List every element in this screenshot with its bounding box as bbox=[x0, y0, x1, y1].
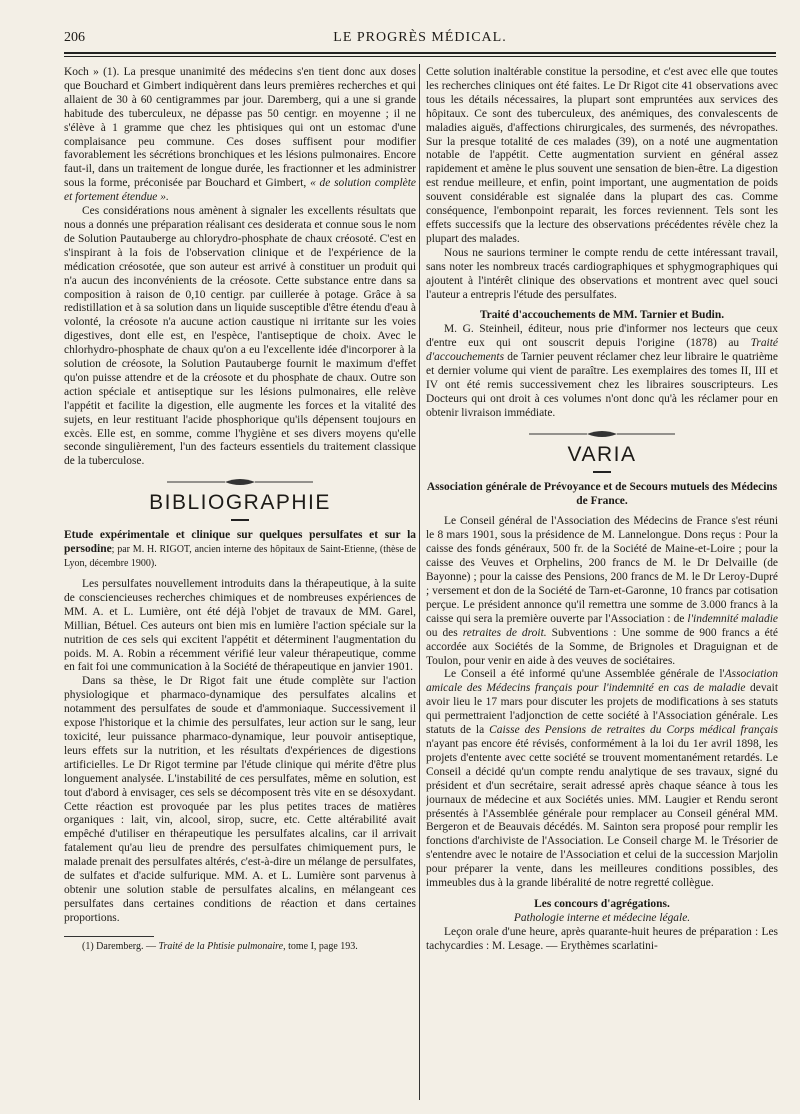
left-column bbox=[64, 66, 416, 1106]
ornament-divider-icon bbox=[527, 429, 677, 439]
concours-heading: Les concours d'agrégations. bbox=[534, 897, 670, 910]
paragraph: Dans sa thèse, le Dr Rigot fait une étude complète sur l'action physiologique et pharmaco-dynamique des persulfates alcalins et notamment des persulfates de soude et d'ammoniaque. Successivement il expose l'historique et la chimie des persulfates, leur action sur le sang, leur toxicité, leur puissance pharmaco-dynamique, leur pouvoir antiseptique, leurs effets sur la nutrition, et les résultats d'expériences de digestions artificielles. Le Dr Rigot termine par l'étude clinique qui mérite d'être plus longuement analysée. L'instabilité de ces persulfates, même en solution, est tout d'abord à envisager, ces sels se décomposent très vite en se désoxydant. Cette réaction est provoquée par les plus petites traces de matières organiques : lait, vin, alcool, sirop, sucre, etc. Cette altérabilité avait empêché d'utiliser en thérapeutique les persulfates alcalins, car il arrivait fatalement qu'au lieu de prendre des persulfates chimiquement purs, le malade prenait des persulfates altérés, c'est-à-dire un mélange de persulfates, de sulfates et d'acide sulfurique. MM. A. et L. Lumière sont parvenus à obtenir une solution stable de persulfates alcalins, en mélangeant ces persulfates dans certaines conditions de réaction et dans certaines proportions. bbox=[64, 675, 416, 924]
footnote: (1) Daremberg. — Traité de la Phtisie pulmonaire, tome I, page 193. bbox=[82, 940, 358, 952]
biblio-heading: Etude expérimentale et clinique sur quelques persulfates et sur la persodine bbox=[64, 529, 416, 556]
journal-title: LE PROGRÈS MÉDICAL. bbox=[333, 30, 507, 45]
right-column bbox=[426, 66, 778, 1106]
paragraph: Cette solution inaltérable constitue la persodine, et c'est avec elle que toutes les recherches cliniques ont été faites. Le Dr Rigot cite 41 observations avec tous les détails nécessaires, la plupart sont empruntées aux services des hôpitaux. Ce sont des tuberculeux, des anémiques, des convalescents de maladies aiguës, d'affections chirurgicales, des surmenés, des névropathes. Sur la presque totalité de ces malades (39), on a noté une augmentation notable de l'appétit. Cette augmentation survient en général assez rapidement et amène le plus souvent une sensation de bien-être. La digestion est rendue meilleure, et enfin, point important, une augmentation de poids souvent considérable est signalée dans la plupart des cas. Comme conséquence, l'embonpoint reparait, les forces reviennent. Tels sont les effets successifs que la lecture des observations précédentes révèle chez la plupart des malades. bbox=[426, 66, 778, 245]
paragraph: Leçon orale d'une heure, après quarante-huit heures de préparation : Les tachycardies : M. Lesage. — Erythèmes scarlatini- bbox=[426, 925, 778, 952]
italic-quote: « de solution complète et fortement étendue ». bbox=[64, 177, 416, 204]
header-rule-thin bbox=[64, 56, 776, 57]
section-dash bbox=[593, 471, 611, 473]
association-heading: Association générale de Prévoyance et de Secours mutuels des Médecins de France. bbox=[426, 480, 778, 507]
paragraph: Koch » (1). La presque unanimité des médecins s'en tient donc aux doses que Bouchard et Gimbert indiquèrent dans leurs premières recherches et qui allaient de 30 à 60 centigrammes par jour. Daremberg, qui a une si grande habitude des tuberculeux, ne dépasse pas 50 centigr. en moyenne ; il ne s'élève à 1 gramme que chez les phtisiques qui ont un estomac d'une complaisance peu commune. Ces doses suffisent pour modifier favorablement les sécrétions bronchiques et les lésions pulmonaires. Encore faut-il, dans un traitement de longue durée, les fractionner et les administrer sous la forme, préconisée par Bouchard et Gimbert, « de solution complète et fortement étendue ». bbox=[64, 66, 416, 204]
section-dash bbox=[231, 519, 249, 521]
paragraph: Ces considérations nous amènent à signaler les excellents résultats que nous a donnés une préparation réalisant ces desiderata et connue sous le nom de Solution Pautauberge au chlorydro-phosphate de chaux créosoté. C'est en s'inspirant à la fois de l'observation clinique et de l'expérience de la médication créosotée, que son auteur est arrivé à constituer un produit qui n'a aucun des inconvénients de la créosote. Cette substance entre dans sa composition à raison de 0,10 centigr. par cuillerée à potage. Grâce à sa redistillation et à sa solution dans un liquide susceptible d'être étendu d'eau à volonté, la créosote n'a aucune action caustique ni irritante sur les voies digestives, dont elle est, en l'espèce, l'antiseptique de choix. Avec le chlorhydro-phosphate de chaux qu'on a eu l'excellente idée d'incorporer à la solution de créosote, la Solution Pautauberge fournit le maximum d'effet qu'on puisse attendre et de la créosote et du phosphate de chaux. Outre son action spéciale et antiseptique sur les lésions pulmonaires, elle relève l'appétit et facilite la digestion, elle augmente les forces et la vitalité des sujets, en leur restituant l'acide phosphorique qu'ils dépensent toujours en excès. Elle est, en somme, comme l'hygiène et ses divers moyens qu'elle seconde singulièrement, l'un des facteurs essentiels du traitement classique de la tuberculose. bbox=[64, 205, 416, 468]
ornament-divider-icon bbox=[165, 477, 315, 487]
section-title-varia: VARIA bbox=[567, 442, 637, 466]
header-rule-thick bbox=[64, 52, 776, 54]
paragraph: Le Conseil a été informé qu'une Assemblée générale de l'Association amicale des Médecins français pour l'indemnité en cas de maladie devait avoir lieu le 17 mars pour discuter les projets de modifications à ses statuts qui permettraient l'adjonction de cette société à l'Association générale. Les statuts de la Caisse des Pensions de retraites du Corps médical français n'ayant pas encore été révisés, conformément à la loi du 1er avril 1898, les projets d'entente avec cette société se trouvent momentanément retardés. Le Conseil a décidé qu'un compte rendu analytique de ses travaux, signé du président et d'un secrétaire, serait adressé après chaque séance à tous les journaux de médecine et aux Sociétés unies. MM. Laugier et Rendu seront présentés à l'Assemblée générale pour remplacer au Conseil général MM. Bergeron et de Beauvais décédés. M. Sainton sera proposé pour remplir les fonctions d'archiviste de l'Association. Le Conseil charge M. le Trésorier de s'entendre avec le notaire de l'Association et celui de la succession Marjolin pour préparer la vente, dans les meilleures conditions possibles, des immeubles dus à la grande libéralité de notre regretté collègue. bbox=[426, 668, 778, 890]
paragraph: Le Conseil général de l'Association des Médecins de France s'est réuni le 8 mars 1901, sous la présidence de M. Lannelongue. Dons reçus : Pour la caisse des fonds généraux, 500 fr. de la Société de Maine-et-Loire ; pour la caisse des Veuves et Orphelins, 200 francs de M. le Dr Delvaille (de Bayonne) ; pour la caisse des Pensions, 200 francs de M. le Dr Leroy-Dupré ; versement et don de la Société de Tarn-et-Garonne, 10 francs par cotisation perçue. Le président annonce qu'il remettra une somme de 3.000 francs à la caisse qui sera la première ouverte par l'Association : de l'indemnité maladie ou des retraites de droit. Subventions : Une somme de 900 francs a été accordée aux Sociétés de la Somme, de Brignoles et Draguignan et de Toulon, pour venir en aide à des veuves de sociétaires. bbox=[426, 515, 778, 667]
paragraph: Les persulfates nouvellement introduits dans la thérapeutique, à la suite de consciencieuses recherches chimiques et de nombreuses expériences de MM. A. et L. Lumière, ont été déjà l'objet de travaux de MM. Garel, Millian, Bétuel. Ces auteurs ont bien mis en lumière l'action spéciale sur la nutrition de ces sels qui excitent l'appétit et déterminent l'augmentation du poids. M. A. Robin a récemment vérifié leur valeur thérapeutique, comme en fait foi une communication à la Société de thérapeutique en janvier 1901. bbox=[64, 578, 416, 674]
page-number: 206 bbox=[64, 30, 85, 45]
biblio-entry bbox=[64, 529, 416, 571]
paragraph: M. G. Steinheil, éditeur, nous prie d'informer nos lecteurs que ceux d'entre eux qui ont souscrit depuis l'origine (1878) au Traité d'accouchements de Tarnier peuvent réclamer chez leur libraire le quatrième et dernier volume qui vient de paraître. Les exemplaires des tomes II, III et IV ont été remis successivement chez les libraires souscripteurs. Les Docteurs qui ont droit à ces volumes n'ont donc qu'à les réclamer pour en obtenir livraison immédiate. bbox=[426, 323, 778, 419]
section-title-bibliographie: BIBLIOGRAPHIE bbox=[149, 491, 331, 515]
treatise-heading: Traité d'accouchements de MM. Tarnier et Budin. bbox=[479, 309, 725, 322]
column-divider bbox=[419, 64, 420, 1100]
footnote-rule bbox=[64, 936, 154, 937]
page-header bbox=[64, 30, 776, 50]
biblio-meta: ; par M. H. RIGOT, ancien interne des hôpitaux de Saint-Etienne, (thèse de Lyon, décembre 1900). bbox=[64, 544, 416, 570]
paragraph: Nous ne saurions terminer le compte rendu de cette intéressant travail, sans noter les nombreux tracés cardiographiques et sphygmographiques qui ajoutent à l'intérêt clinique des observations et montrent avec quel souci l'auteur a entrepris l'étude des persulfates. bbox=[426, 246, 778, 301]
concours-subheading: Pathologie interne et médecine légale. bbox=[513, 911, 691, 924]
